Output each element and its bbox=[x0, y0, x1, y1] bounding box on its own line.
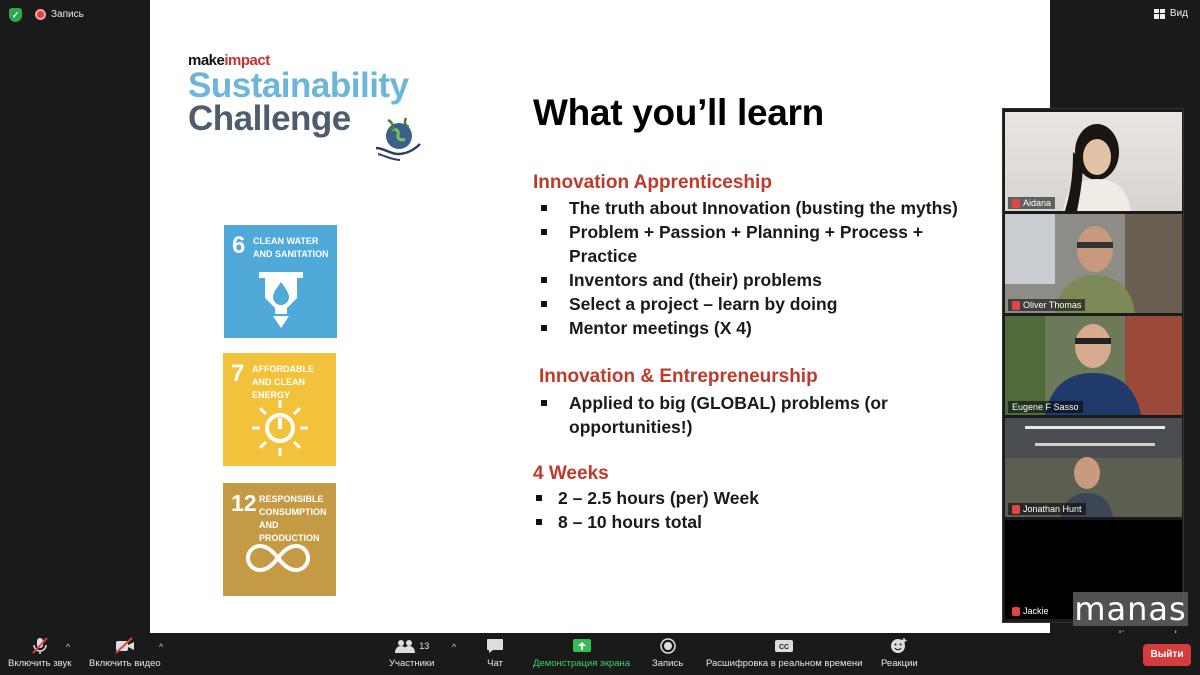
participants-icon bbox=[394, 637, 429, 654]
smiley-icon bbox=[890, 637, 908, 654]
list-item: The truth about Innovation (busting the myths) bbox=[535, 196, 958, 220]
chat-button[interactable] bbox=[486, 637, 504, 669]
reactions-button[interactable] bbox=[881, 637, 918, 669]
entrepreneurship-list bbox=[535, 391, 888, 439]
list-item: Mentor meetings (X 4) bbox=[535, 316, 958, 340]
closed-captions-icon bbox=[774, 637, 794, 654]
participants-button[interactable] bbox=[389, 637, 434, 669]
view-label: Вид bbox=[1169, 8, 1188, 19]
participant-name: Eugene F Sasso bbox=[1012, 402, 1079, 412]
svg-text:CC: CC bbox=[779, 643, 790, 651]
sdg6-number: 6 bbox=[232, 232, 246, 259]
participant-name-tag bbox=[1008, 401, 1083, 413]
slide-title: What you’ll learn bbox=[533, 92, 824, 133]
apprenticeship-list bbox=[535, 196, 958, 340]
live-transcription-button[interactable] bbox=[706, 637, 862, 669]
participant-name: Jonathan Hunt bbox=[1023, 504, 1082, 514]
participants-options-chevron-icon[interactable]: ^ bbox=[452, 642, 457, 652]
list-item: Problem + Passion + Planning + Process + bbox=[535, 220, 958, 244]
weeks-list bbox=[530, 486, 759, 534]
chat-icon bbox=[486, 637, 504, 654]
infinity-icon bbox=[238, 528, 318, 588]
participants-label: Участники bbox=[389, 658, 435, 669]
watermark-logo: manas bbox=[1074, 590, 1187, 628]
section-heading-entrepreneurship: Innovation & Entrepreneurship bbox=[539, 366, 818, 387]
unmute-button[interactable] bbox=[8, 637, 71, 669]
brand-impact: impact bbox=[224, 52, 270, 69]
video-off-icon bbox=[114, 637, 136, 654]
list-item: Inventors and (their) problems bbox=[535, 268, 958, 292]
start-video-label: Включить видео bbox=[89, 658, 161, 669]
recording-indicator[interactable] bbox=[35, 9, 84, 20]
sdg6-label: CLEAN WATER AND SANITATION bbox=[253, 236, 329, 259]
water-drop-icon bbox=[249, 270, 313, 330]
video-options-chevron-icon[interactable]: ^ bbox=[159, 642, 164, 652]
brand-make: make bbox=[188, 52, 225, 69]
sdg12-number: 12 bbox=[231, 490, 257, 516]
section-heading-weeks: 4 Weeks bbox=[533, 463, 609, 484]
grid-view-icon bbox=[1154, 9, 1165, 19]
participant-name-tag bbox=[1008, 605, 1053, 617]
participants-count: 13 bbox=[419, 640, 430, 651]
share-screen-label: Демонстрация экрана bbox=[533, 658, 631, 669]
record-label: Запись bbox=[652, 658, 684, 669]
video-tile-eugene[interactable] bbox=[1005, 316, 1182, 415]
globe-hands-icon bbox=[372, 112, 424, 164]
sdg7-label: AFFORDABLE AND CLEAN ENERGY bbox=[252, 364, 314, 400]
share-screen-icon bbox=[572, 637, 592, 654]
list-item-continuation: opportunities!) bbox=[569, 417, 693, 437]
sdg6-card bbox=[224, 225, 337, 338]
participant-name-tag bbox=[1008, 299, 1085, 311]
sdg12-card bbox=[223, 483, 336, 596]
video-tile-aidana[interactable] bbox=[1005, 112, 1182, 211]
leave-button[interactable]: Выйти bbox=[1143, 644, 1191, 666]
unmute-label: Включить звук bbox=[8, 658, 72, 669]
live-transcription-label: Расшифровка в реальном времени bbox=[706, 658, 863, 669]
participant-name: Jackie bbox=[1023, 606, 1049, 616]
section-heading-apprenticeship: Innovation Apprenticeship bbox=[533, 172, 772, 193]
share-screen-button[interactable] bbox=[533, 637, 630, 669]
sdg7-card bbox=[223, 353, 336, 466]
participant-gallery bbox=[1002, 108, 1184, 623]
list-item-continuation: Practice bbox=[569, 246, 638, 266]
shared-slide bbox=[150, 0, 1050, 633]
reactions-label: Реакции bbox=[881, 658, 918, 669]
participant-name-tag bbox=[1008, 503, 1086, 515]
participant-name: Aidana bbox=[1023, 198, 1052, 208]
record-icon bbox=[35, 9, 46, 20]
participant-name-tag bbox=[1008, 197, 1055, 209]
view-button[interactable] bbox=[1154, 8, 1188, 19]
sun-power-icon bbox=[248, 398, 312, 458]
sdg7-number: 7 bbox=[231, 360, 245, 387]
muted-mic-icon bbox=[1012, 505, 1020, 514]
recording-label: Запись bbox=[51, 9, 84, 20]
list-item: 2 – 2.5 hours (per) Week bbox=[530, 486, 759, 510]
list-item: Applied to big (GLOBAL) problems (or bbox=[535, 391, 888, 415]
brand-line2: Challenge bbox=[188, 99, 351, 138]
muted-mic-icon bbox=[1012, 607, 1020, 616]
participant-name: Oliver Thomas bbox=[1023, 300, 1082, 310]
list-item: 8 – 10 hours total bbox=[530, 510, 759, 534]
record-icon bbox=[660, 637, 676, 654]
security-shield-icon[interactable]: ✓ bbox=[9, 8, 22, 22]
brand-line1: Sustainability bbox=[188, 66, 409, 105]
muted-mic-icon bbox=[1012, 301, 1020, 310]
start-video-button[interactable] bbox=[89, 637, 164, 669]
sdg12-label: RESPONSIBLE CONSUMPTION AND PRODUCTION bbox=[259, 494, 327, 543]
record-button[interactable] bbox=[652, 637, 683, 669]
chat-label: Чат bbox=[487, 658, 503, 669]
meeting-toolbar bbox=[0, 633, 1200, 675]
microphone-muted-icon bbox=[31, 637, 49, 654]
muted-mic-icon bbox=[1012, 199, 1020, 208]
video-tile-oliver[interactable] bbox=[1005, 214, 1182, 313]
audio-options-chevron-icon[interactable]: ^ bbox=[66, 642, 71, 652]
list-item: Select a project – learn by doing bbox=[535, 292, 958, 316]
video-tile-jonathan[interactable] bbox=[1005, 418, 1182, 517]
